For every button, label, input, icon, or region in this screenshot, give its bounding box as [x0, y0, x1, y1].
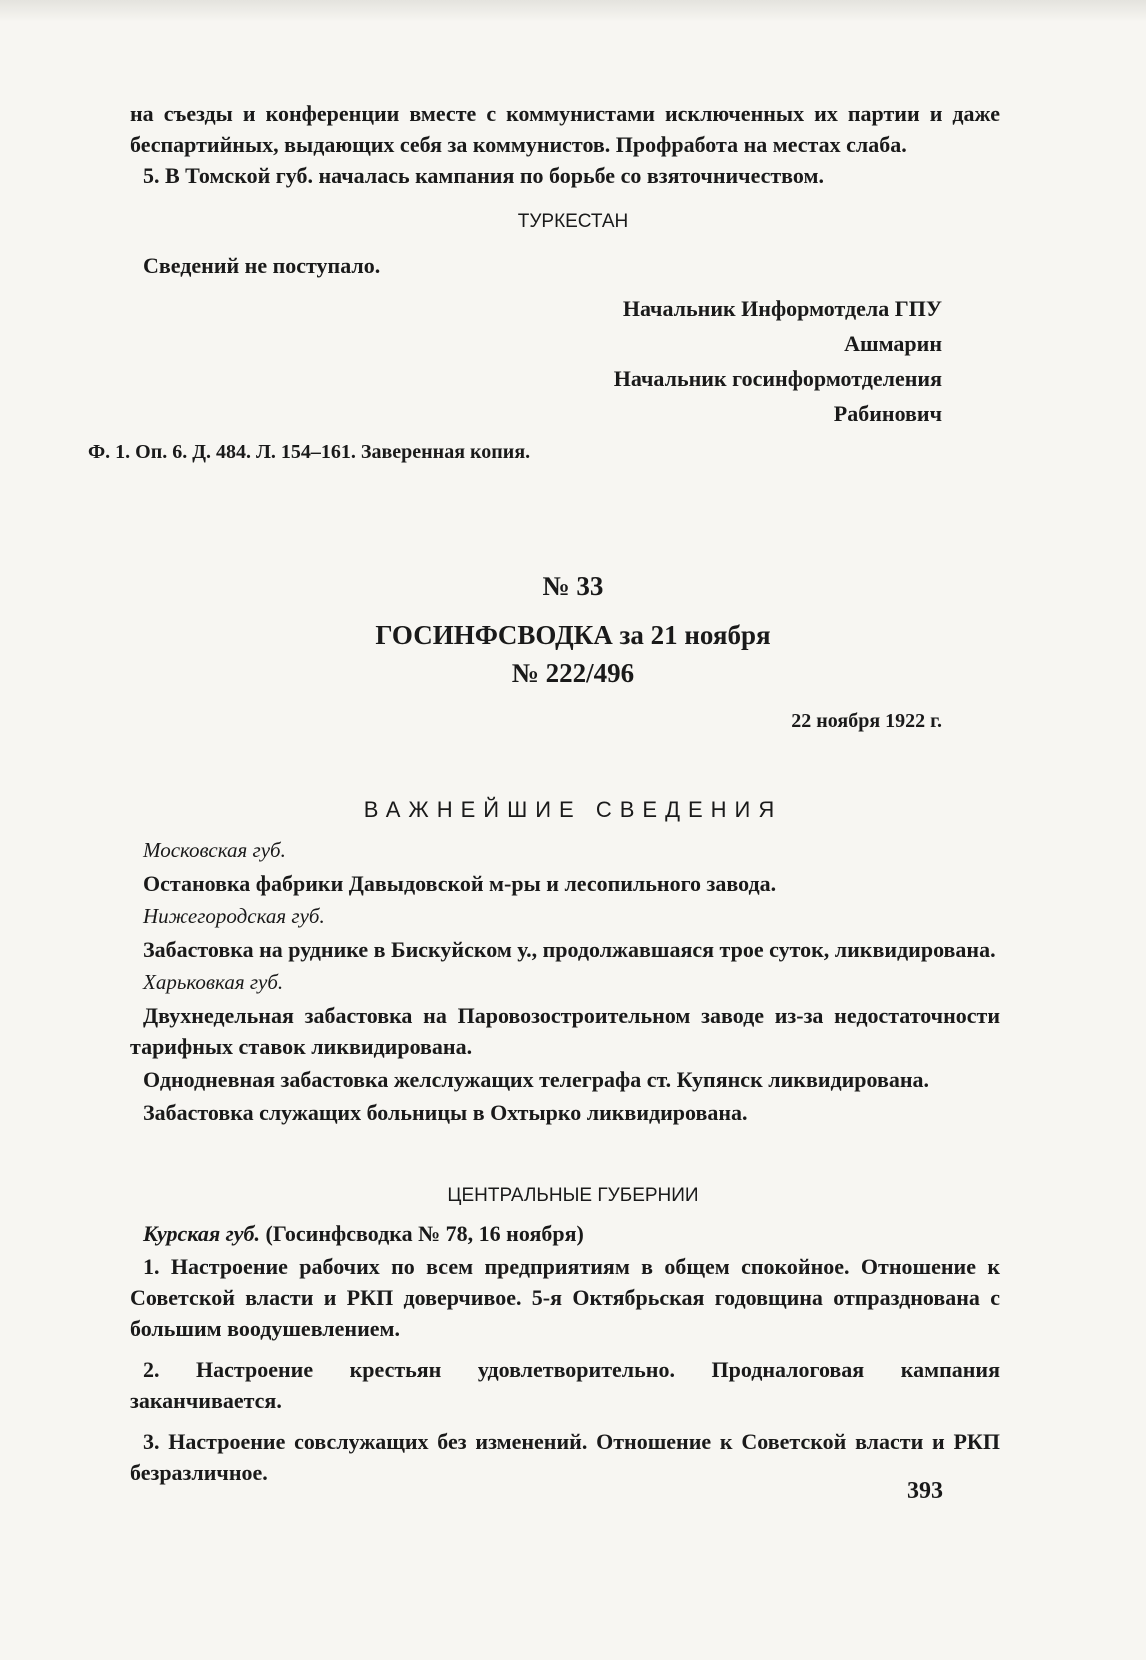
important-heading: ВАЖНЕЙШИЕ СВЕДЕНИЯ: [363, 797, 783, 822]
important-section: [130, 835, 1000, 1128]
signature-name-1: Ашмарин: [844, 331, 942, 356]
turkestan-heading: ТУРКЕСТАН: [517, 211, 629, 232]
central-paragraph: 1. Настроение рабочих по всем предприятиям в общем спокойное. Отношение к Советской власти и РКП доверчивое. 5-я Октябрьская годовщина отпразднована с большим воодушевлением.: [130, 1254, 1000, 1341]
archive-reference: Ф. 1. Оп. 6. Д. 484. Л. 154–161. Заверенная копия.: [88, 441, 531, 463]
kursk-region: Курская губ.: [143, 1221, 261, 1246]
signatures: [130, 293, 942, 429]
central-paragraph: 3. Настроение совслужащих без изменений. Отношение к Советской власти и РКП безразличное.: [130, 1429, 1000, 1485]
continuation-paragraph: на съезды и конференции вместе с коммунистами исключенных их партии и даже беспартийных, выдающих себя за коммунистов. Профработа на местах слаба.: [130, 101, 1000, 157]
nizhny-item: Забастовка на руднике в Бискуйском у., продолжавшаяся трое суток, ликвидирована.: [143, 937, 996, 962]
document-number: № 33: [542, 571, 604, 601]
region-moscow: Московская губ.: [143, 838, 286, 862]
archive-reference-block: [88, 437, 958, 468]
top-continuation: [130, 98, 1000, 191]
turkestan-block: [130, 250, 1000, 281]
kharkov-item: Однодневная забастовка желслужащих телеграфа ст. Купянск ликвидирована.: [143, 1067, 930, 1092]
kharkov-item: Забастовка служащих больницы в Охтырко ликвидирована.: [143, 1100, 748, 1125]
turkestan-text: Сведений не поступало.: [143, 253, 381, 278]
document-reg-number: № 222/496: [511, 658, 635, 688]
kursk-source: (Госинфсводка № 78, 16 ноября): [265, 1221, 584, 1246]
page-number: 393: [907, 1478, 943, 1504]
tomsk-paragraph: 5. В Томской губ. началась кампания по борьбе со взяточничеством.: [143, 163, 824, 188]
signature-title-2: Начальник госинформотделения: [613, 366, 942, 391]
region-nizhny: Нижегородская губ.: [143, 904, 325, 928]
document-date: 22 ноября 1922 г.: [791, 710, 942, 732]
central-paragraph: 2. Настроение крестьян удовлетворительно. Продналоговая кампания заканчивается.: [130, 1357, 1000, 1413]
region-kharkov: Харьковкая губ.: [143, 970, 284, 994]
central-heading: ЦЕНТРАЛЬНЫЕ ГУБЕРНИИ: [447, 1185, 699, 1206]
signature-title-1: Начальник Информотдела ГПУ: [622, 296, 942, 321]
date-block: [130, 706, 942, 737]
document-title: ГОСИНФСВОДКА за 21 ноября: [375, 620, 771, 650]
signature-name-2: Рабинович: [833, 401, 942, 426]
kharkov-item: Двухнедельная забастовка на Паровозостроительном заводе из-за недостаточности тарифных ставок ликвидирована.: [130, 1003, 1000, 1059]
central-section: [130, 1218, 1000, 1488]
moscow-item: Остановка фабрики Давыдовской м-ры и лесопильного завода.: [143, 871, 777, 896]
kursk-header: [130, 1218, 1000, 1249]
